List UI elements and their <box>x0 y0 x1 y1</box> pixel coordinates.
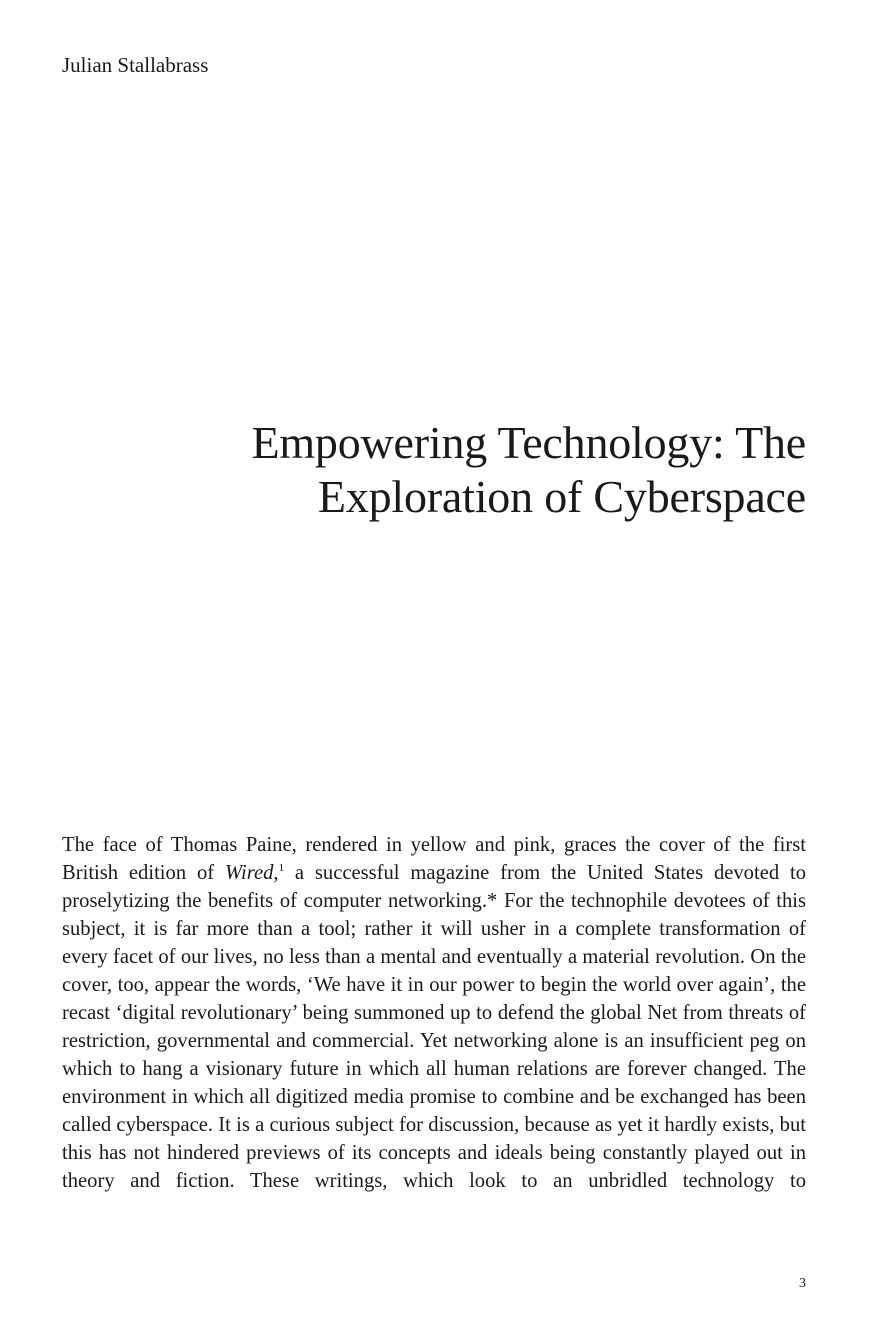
chapter-title-line-1: Empowering Technology: The <box>251 417 806 468</box>
body-text-part-2: a successful magazine from the United States devoted to proselytizing the benefits of computer networking.* For the technophile devotees of this subject, it is far more than a tool; rather it will usher in a complete transformation of every facet of our lives, no less than a mental and eventually a material revolution. On the cover, too, appear the words, ‘We have it in our power to begin the world over again’, the recast ‘digital revolutionary’ being summoned up to defend the global Net from threats of restriction, governmental and commercial. Yet networking alone is an insufficient peg on which to hang a visionary future in which all human relations are forever changed. The environment in which all digitized media promise to combine and be exchanged has been called cyberspace. It is a curious subject for discussion, because as yet it hardly exists, but this has not hindered previews of its concepts and ideals being constantly played out in theory and fiction. These writings, which look to an unbridled technology to <box>62 862 806 1192</box>
footnote-reference: 1 <box>278 862 285 874</box>
body-text-part-1: The face of Thomas Paine, rendered in yellow and pink, graces the cover of the first British edition of <box>62 834 806 884</box>
magazine-title-wired: Wired <box>224 862 274 884</box>
chapter-title <box>62 416 806 524</box>
page-number: 3 <box>799 1276 806 1291</box>
body-paragraph: The face of Thomas Paine, rendered in yellow and pink, graces the cover of the first British edition of Wired,$^1$ a successful magazine from the United States devoted to proselytizing the benefits of computer networking.* For the technophile devotees of this subject, it is far more than a tool; rather it will usher in a complete transformation of every facet of our lives, no less than a mental and eventually a material revolution. On the cover, too, appear the words, ‘We have it in our power to begin the world over again’, the recast ‘digital revolutionary’ being summoned up to defend the global Net from threats of restriction, governmental and commercial. Yet networking alone is an insufficient peg on which to hang a visionary future in which all human relations are forever changed. The environment in which all digitized media promise to combine and be exchanged has been called cyberspace. It is a curious subject for discussion, because as yet it hardly exists, but this has not hindered previews of its concepts and ideals being constantly played out in theory and fiction. These writings, which look to an unbridled technology to <box>62 834 806 1192</box>
author-name: Julian Stallabrass <box>62 53 209 77</box>
chapter-title-line-2: Exploration of Cyberspace <box>317 471 806 522</box>
